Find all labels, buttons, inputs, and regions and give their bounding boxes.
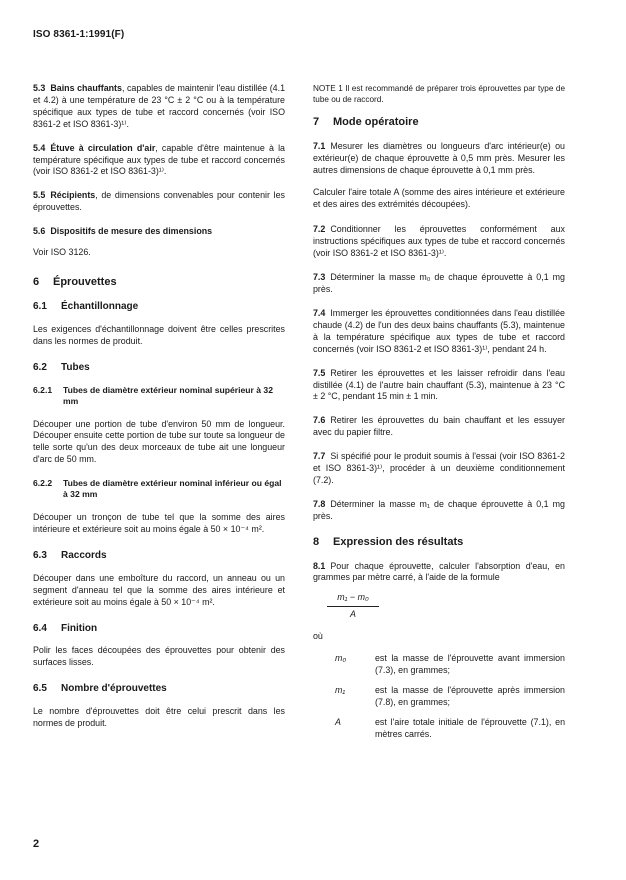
section-7-3: 7.3 Déterminer la masse m₀ de chaque éprouvette à 0,1 mg près. [313,272,565,295]
section-7-7: 7.7 Si spécifié pour le produit soumis à l'essai (voir ISO 8361-2 et ISO 8361-3)¹⁾, procéder à un deuxième conditionnement (7.2). [313,451,565,485]
section-number: 5.6 [33,226,46,237]
water-absorption-formula [327,592,379,621]
section-text: , capables de maintenir l'eau distillée (4.1 et 4.2) à une température de 23 °C ± 2 °C ou à la température spécifique aux types de tube et raccord concernés (voir ISO 8361-2 et ISO 8361-3)¹⁾. [33,83,285,129]
section-5-3 [33,83,285,131]
heading-7: 7 Mode opératoire [313,116,419,128]
definition-m0: m₀ est la masse de l'éprouvette avant immersion (7.3), en grammes; [335,653,565,675]
heading-6-2-1: 6.2.1 Tubes de diamètre extérieur nominal supérieur à 32 mm [33,384,273,406]
section-title: Étuve à circulation d'air [50,142,156,153]
heading-6-4: 6.4 Finition [33,622,98,634]
section-7-5: 7.5 Retirer les éprouvettes et les laisser refroidir dans l'eau distillée (4.1) de l'autre bain chauffant (5.3), maintenue à 23 °C ± 2 °C, pendant 15 min ± 1 min. [313,367,565,402]
section-6-5-text: Le nombre d'éprouvettes doit être celui prescrit dans les normes de produit. [33,706,285,729]
document-header: ISO 8361-1:1991(F) [33,29,125,40]
section-5-5 [33,190,285,214]
section-6-3-text: Découper dans une emboîture du raccord, un anneau ou un segment d'anneau tel que la somme des aires intérieure et extérieure soit au moins égale à 50 × 10⁻⁴ m². [33,572,285,607]
formula-denominator: A [350,609,356,620]
section-7-8: 7.8 Déterminer la masse m₁ de chaque éprouvette à 0,1 mg près. [313,498,565,521]
section-5-4 [33,143,285,179]
heading-6-3: 6.3 Raccords [33,549,107,561]
section-text: , capable d'être maintenue à la température spécifique aux types de tube et raccord concernés (voir ISO 8361-2 et ISO 8361-3)¹⁾. [33,142,285,177]
section-7-1-area: Calculer l'aire totale A (somme des aires intérieure et extérieure et des aires des extrémités découpées). [313,186,565,209]
section-8-1: 8.1 Pour chaque éprouvette, calculer l'absorption d'eau, en grammes par mètre carré, à l'aide de la formule [313,560,565,583]
heading-6: 6 Éprouvettes [33,275,117,288]
definition-m1: m₁ est la masse de l'éprouvette après immersion (7.8), en grammes; [335,684,565,707]
section-7-1: 7.1 Mesurer les diamètres ou longueurs d'arc intérieur(e) ou extérieur(e) de chaque éprouvette à 0,5 mm près. Mesurer les autres dimensions de chaque éprouvette à 0,1 mm près. [313,140,565,175]
heading-6-1: 6.1 Échantillonnage [33,300,139,312]
section-number: 5.5 [33,190,46,201]
right-column [313,83,565,749]
section-text: , de dimensions convenables pour contenir les éprouvettes. [33,190,285,213]
section-title: Récipients [50,190,96,201]
where-label: où [313,631,323,642]
heading-6-2: 6.2 Tubes [33,361,90,373]
section-6-1-text: Les exigences d'échantillonnage doivent être celles prescrites dans les normes de produit. [33,323,285,346]
section-text: Voir ISO 3126. [33,247,91,258]
heading-6-2-2: 6.2.2 Tubes de diamètre extérieur nominal inférieur ou égal à 32 mm [33,478,282,500]
heading-8: 8 Expression des résultats [313,535,464,548]
section-7-6: 7.6 Retirer les éprouvettes du bain chauffant et les essuyer avec du papier filtre. [313,415,565,438]
section-title: Dispositifs de mesure des dimensions [50,226,213,237]
note-1: NOTE 1 Il est recommandé de préparer trois éprouvettes par type de tube ou de raccord. [313,84,565,104]
section-6-4-text: Polir les faces découpées des éprouvettes pour obtenir des surfaces lisses. [33,645,285,668]
section-7-2: 7.2 Conditionner les éprouvettes conformément aux instructions spécifiques aux types de tube et raccord concernés (voir ISO 8361-2 et ISO 8361-3)¹⁾. [313,224,565,259]
definition-a: A est l'aire totale initiale de l'éprouvette (7.1), en mètres carrés. [335,716,565,739]
left-column [33,83,285,740]
section-5-6 [33,226,285,259]
section-6-2-1-text: Découper une portion de tube d'environ 50 mm de longueur. Découper ensuite cette portion de tube sur toute sa longueur de telle sorte qu'un des deux morceaux de tube ait une longueur d'arc de 50 mm. [33,418,285,465]
section-7-4: 7.4 Immerger les éprouvettes conditionnées dans l'eau distillée chaude (4.2) de l'un des deux bains chauffants (5.3), maintenue à la température spécifique aux types de tube et raccord concernés (voir ISO 8361-2 et ISO 8361-3)¹⁾, pendant 24 h. [313,307,565,354]
section-number: 5.3 [33,83,46,93]
heading-6-5: 6.5 Nombre d'éprouvettes [33,683,167,695]
section-title: Bains chauffants [50,83,122,93]
formula-numerator: m₁ − m₀ [327,592,379,607]
section-6-2-2-text: Découper un tronçon de tube tel que la somme des aires intérieure et extérieure soit au moins égale à 50 × 10⁻⁴ m². [33,512,285,535]
page-number: 2 [33,838,40,850]
section-number: 5.4 [33,142,46,153]
